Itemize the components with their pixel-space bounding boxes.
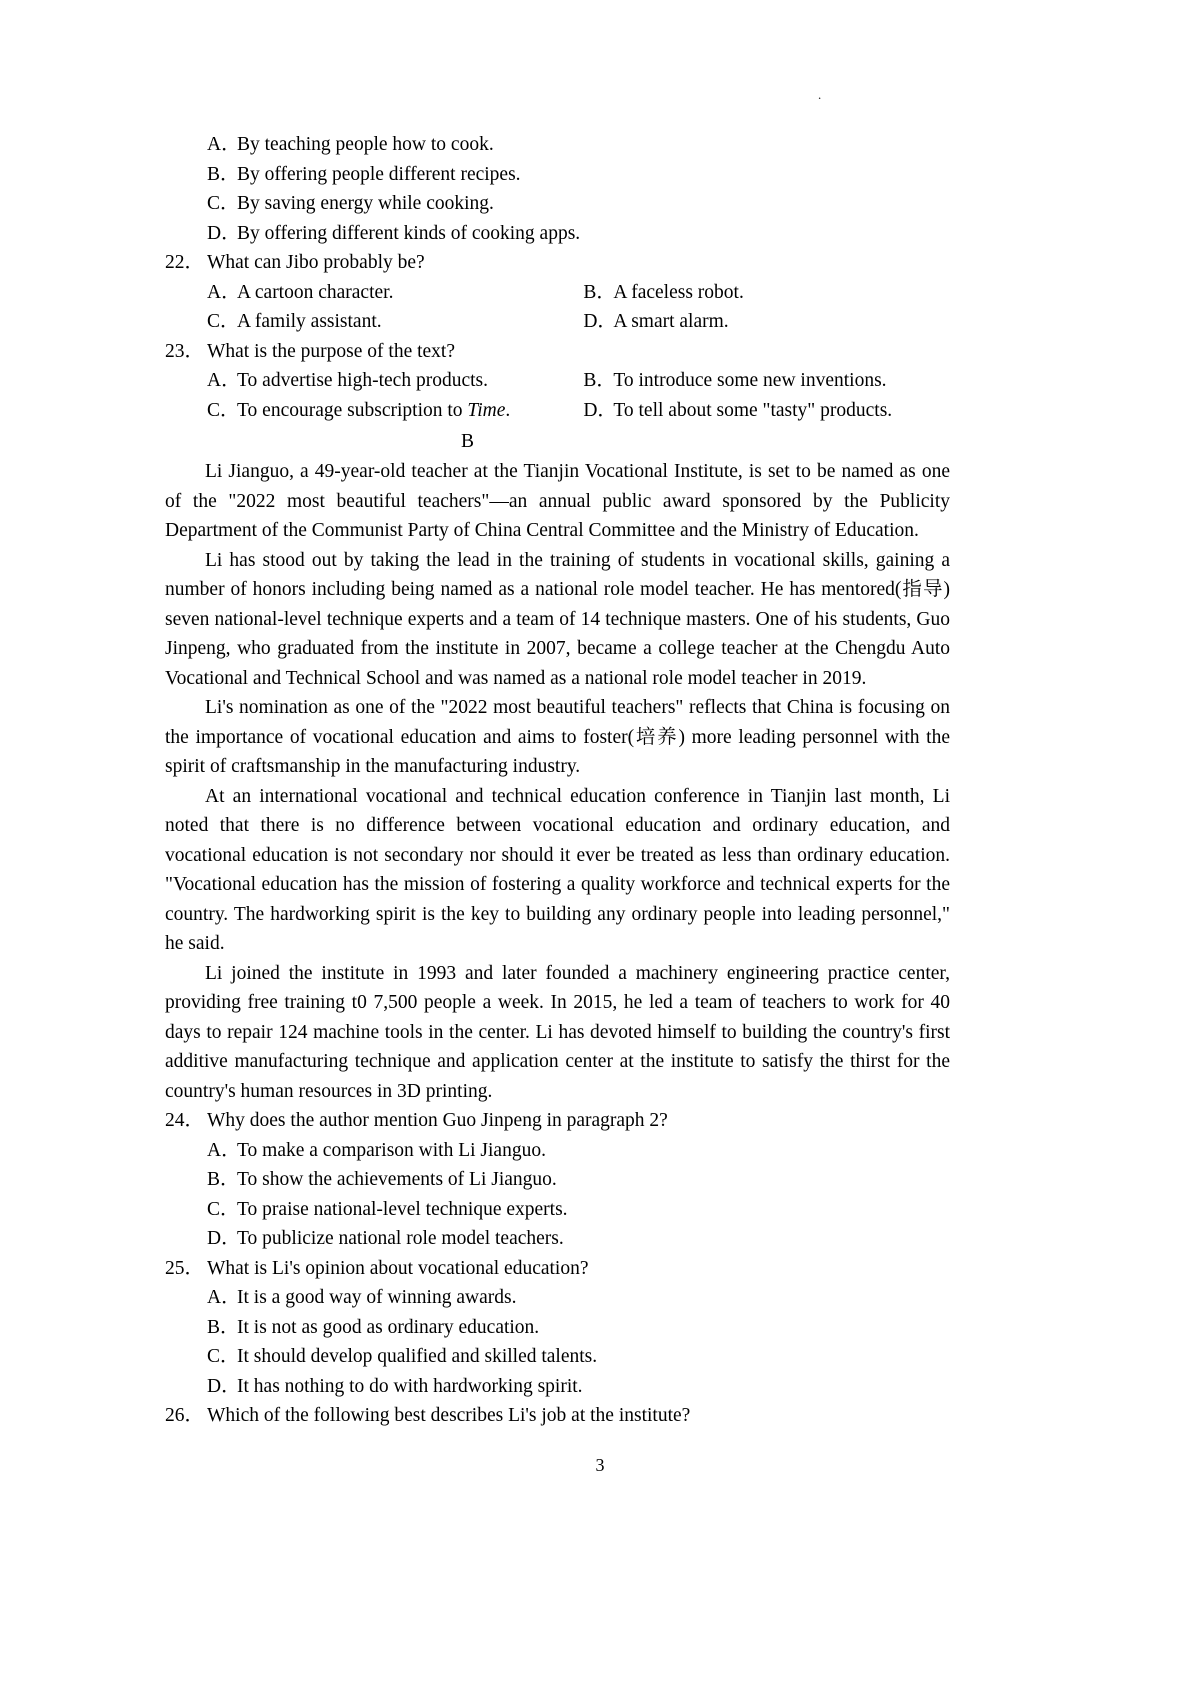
option-label: A． xyxy=(207,1139,241,1161)
option-item xyxy=(165,1372,950,1402)
option-item xyxy=(165,160,950,190)
option-item xyxy=(207,396,583,426)
passage-paragraph: Li joined the institute in 1993 and later founded a machinery engineering practice center, providing free training t0 7,500 people a week. In 2015, he led a team of teachers to work for 40 days to repair 124 machine tools in the center. Li has devoted himself to building the country's first additive manufacturing technique and application center at the institute to satisfy the thirst for the country's human resources in 3D printing. xyxy=(165,962,950,1102)
option-text: It is a good way of winning awards. xyxy=(237,1287,517,1308)
option-label: B． xyxy=(207,163,240,185)
option-label: C． xyxy=(207,1346,240,1367)
section-letter: B xyxy=(460,431,474,452)
page-number: 3 xyxy=(595,1455,605,1475)
option-item xyxy=(165,1342,950,1372)
option-label: A． xyxy=(207,370,241,391)
option-text: By saving energy while cooking. xyxy=(237,193,494,214)
question-number: 24． xyxy=(165,1110,205,1131)
question-number: 22． xyxy=(165,252,205,273)
option-text: To make a comparison with Li Jianguo. xyxy=(237,1139,546,1161)
question-25-stem xyxy=(165,1254,950,1284)
option-label: B． xyxy=(207,1169,240,1190)
option-text: To introduce some new inventions. xyxy=(613,370,887,391)
option-label: C． xyxy=(207,311,240,332)
option-label: D． xyxy=(583,399,617,421)
option-item xyxy=(207,278,583,308)
option-text: By offering people different recipes. xyxy=(237,163,521,185)
option-label: D． xyxy=(583,311,617,332)
option-label: D． xyxy=(207,222,241,244)
option-item xyxy=(165,130,950,160)
passage-paragraph: Li Jianguo, a 49-year-old teacher at the Tianjin Vocational Institute, is set to be named as one of the "2022 most beautiful teachers"—an annual public award sponsored by the Publicity Department of the Communist Party of China Central Committee and the Ministry of Education. xyxy=(165,461,950,541)
option-row xyxy=(165,307,950,337)
top-margin-mark: . xyxy=(818,87,822,102)
option-text: To encourage subscription to xyxy=(237,399,468,421)
question-26-stem xyxy=(165,1401,950,1431)
option-text: To advertise high-tech products. xyxy=(237,370,488,391)
question-number: 23． xyxy=(165,340,205,362)
page-content xyxy=(165,130,950,1431)
option-text: It has nothing to do with hardworking spirit. xyxy=(237,1375,583,1397)
option-item xyxy=(207,366,583,396)
question-text: What is Li's opinion about vocational education? xyxy=(207,1257,589,1279)
option-text-italic: Time xyxy=(467,399,506,421)
option-text: To tell about some "tasty" products. xyxy=(613,399,893,421)
option-row xyxy=(165,278,950,308)
option-label: C． xyxy=(207,1198,240,1220)
option-text: To publicize national role model teachers. xyxy=(237,1228,564,1249)
option-row xyxy=(165,366,950,396)
option-text: To show the achievements of Li Jianguo. xyxy=(237,1169,557,1190)
question-text: What can Jibo probably be? xyxy=(207,252,425,273)
question-text: Which of the following best describes Li's job at the institute? xyxy=(207,1405,691,1426)
option-item xyxy=(165,189,950,219)
option-item xyxy=(583,396,950,426)
option-item xyxy=(165,1313,950,1343)
option-text-suffix: . xyxy=(505,399,511,421)
option-item xyxy=(583,366,950,396)
option-item xyxy=(165,1165,950,1195)
question-24-stem xyxy=(165,1106,950,1136)
option-label: A． xyxy=(207,134,241,155)
option-item xyxy=(207,307,583,337)
option-label: B． xyxy=(583,281,616,303)
option-text: To praise national-level technique experts. xyxy=(237,1198,568,1220)
question-text: Why does the author mention Guo Jinpeng in paragraph 2? xyxy=(207,1110,668,1131)
option-label: B． xyxy=(583,370,616,391)
question-22-stem xyxy=(165,248,950,278)
option-text: By teaching people how to cook. xyxy=(237,134,494,155)
option-label: D． xyxy=(207,1228,241,1249)
option-text: By offering different kinds of cooking apps. xyxy=(237,222,581,244)
question-text: What is the purpose of the text? xyxy=(207,340,456,362)
question-23-stem xyxy=(165,337,950,367)
option-label: A． xyxy=(207,1287,241,1308)
option-label: C． xyxy=(207,193,240,214)
option-item xyxy=(165,219,950,249)
option-item xyxy=(165,1136,950,1166)
option-item xyxy=(165,1195,950,1225)
question-number: 25． xyxy=(165,1257,205,1279)
question-number: 26． xyxy=(165,1405,205,1426)
option-row xyxy=(165,396,950,426)
option-item xyxy=(165,1283,950,1313)
option-label: B． xyxy=(207,1316,240,1338)
option-text: A smart alarm. xyxy=(613,311,729,332)
option-text: A cartoon character. xyxy=(237,281,394,303)
option-text: It is not as good as ordinary education. xyxy=(237,1316,540,1338)
passage-paragraph: Li's nomination as one of the "2022 most beautiful teachers" reflects that China is focusing on the importance of vocational education and aims to foster(培养) more leading personnel with the spirit of craftsmanship in the manufacturing industry. xyxy=(165,697,950,777)
option-label: A． xyxy=(207,281,241,303)
option-item xyxy=(165,1224,950,1254)
option-label: D． xyxy=(207,1375,241,1397)
option-text: It should develop qualified and skilled talents. xyxy=(237,1346,598,1367)
option-text: A family assistant. xyxy=(237,311,382,332)
option-text: A faceless robot. xyxy=(613,281,744,303)
passage-paragraph: At an international vocational and technical education conference in Tianjin last month, Li noted that there is no difference between vocational education and ordinary education, and vocational education is not secondary nor should it ever be treated as less than ordinary education. "Vocational education has the mission of fostering a quality workforce and technical experts for the country. The hardworking spirit is the key to building any ordinary people into leading personnel," he said. xyxy=(165,785,950,954)
option-label: C． xyxy=(207,399,240,421)
passage-paragraph: Li has stood out by taking the lead in the training of students in vocational skills, gaining a number of honors including being named as a national role model teacher. He has mentored(指导) seven national-level technique experts and a team of 14 technique masters. One of his students, Guo Jinpeng, who graduated from the institute in 2007, became a college teacher at the Chengdu Auto Vocational and Technical School and was named as a national role model teacher in 2019. xyxy=(165,549,950,689)
option-item xyxy=(583,307,950,337)
option-item xyxy=(583,278,950,308)
